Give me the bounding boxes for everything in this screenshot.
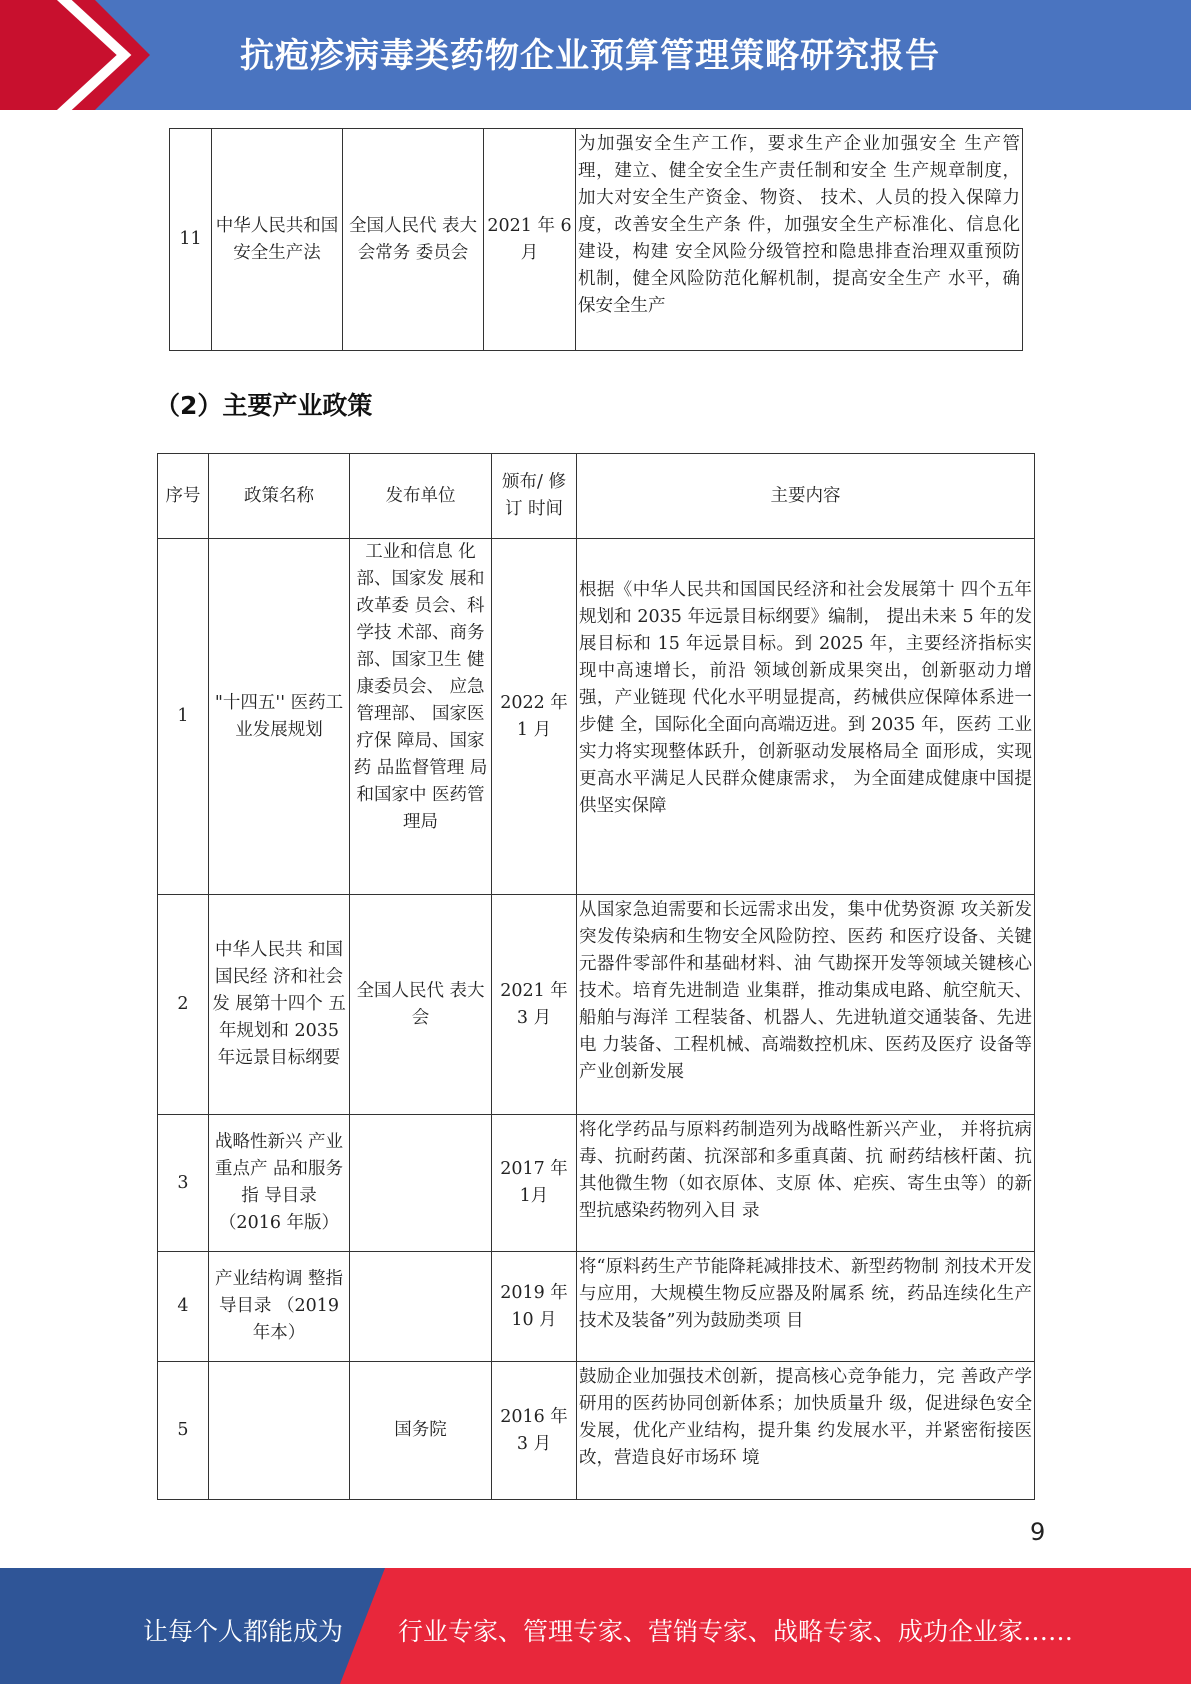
issue-date: 2017 年 1月 <box>492 1115 577 1252</box>
table-row <box>158 539 1035 895</box>
table-header-row <box>158 454 1035 539</box>
row-number: 11 <box>170 129 212 351</box>
section-heading: （2）主要产业政策 <box>155 391 373 420</box>
issuer: 全国人民代 表大会 <box>350 895 492 1115</box>
industry-policy-table <box>157 453 1035 1500</box>
table-row <box>158 1252 1035 1362</box>
page-footer <box>0 1568 1191 1684</box>
issuer: 国务院 <box>350 1362 492 1500</box>
row-number: 2 <box>158 895 209 1115</box>
policy-name: 战略性新兴 产业重点产 品和服务指 导目录（2016 年版） <box>209 1115 350 1252</box>
table-row <box>158 895 1035 1115</box>
legal-policy-table-continued <box>169 128 1023 351</box>
main-content: 为加强安全生产工作，要求生产企业加强安全 生产管理，建立、健全安全生产责任制和安全 生产规章制度，加大对安全生产资金、物资、 技术、人员的投入保障力度，改善安全生产条 件，加强安全生产标准化、信息化建设，构建 安全风险分级管控和隐患排查治理双重预防 机制，健全风险防范化解机制，提高安全生产 水平，确保安全生产 <box>576 129 1023 351</box>
main-content: 根据《中华人民共和国国民经济和社会发展第十 四个五年规划和 2035 年远景目标纲要》编制， 提出未来 5 年的发展目标和 15 年远景目标。到 2025 年，主要经济指标实现中高速增长，前沿 领域创新成果突出，创新驱动力增强，产业链现 代化水平明显提高，药械供应保障体系进一步健 全，国际化全面向高端迈进。到 2035 年，医药 工业实力将实现整体跃升，创新驱动发展格局全 面形成，实现更高水平满足人民群众健康需求， 为全面建成健康中国提供坚实保障 <box>577 539 1035 895</box>
table-row <box>170 129 1023 351</box>
policy-name: 产业结构调 整指导目录 （2019 年本） <box>209 1252 350 1362</box>
main-content: 从国家急迫需要和长远需求出发，集中优势资源 攻关新发突发传染病和生物安全风险防控、医药 和医疗设备、关键元器件零部件和基础材料、油 气勘探开发等领域关键核心技术。培育先进制造 业集群，推动集成电路、航空航天、船舶与海洋 工程装备、机器人、先进轨道交通装备、先进电 力装备、工程机械、高端数控机床、医药及医疗 设备等产业创新发展 <box>577 895 1035 1115</box>
issue-date: 2021 年 3 月 <box>492 895 577 1115</box>
row-number: 1 <box>158 539 209 895</box>
issue-date: 2022 年 1 月 <box>492 539 577 895</box>
footer-slogan-left: 让每个人都能成为 <box>143 1617 344 1646</box>
footer-slogan-right: 行业专家、管理专家、营销专家、战略专家、成功企业家…… <box>398 1617 1074 1646</box>
row-number: 4 <box>158 1252 209 1362</box>
issuer <box>350 1115 492 1252</box>
header-no: 序号 <box>158 454 209 539</box>
page-header <box>0 0 1191 110</box>
table-row <box>158 1362 1035 1500</box>
row-number: 3 <box>158 1115 209 1252</box>
main-content: 鼓励企业加强技术创新，提高核心竞争能力，完 善政产学研用的医药协同创新体系；加快质量升 级，促进绿色安全发展，优化产业结构，提升集 约发展水平，并紧密衔接医改，营造良好市场环 境 <box>577 1362 1035 1500</box>
policy-name: 中华人民共 和国国民经 济和社会发 展第十四个 五年规划和 2035 年远景目标纲要 <box>209 895 350 1115</box>
main-content: 将化学药品与原料药制造列为战略性新兴产业， 并将抗病毒、抗耐药菌、抗深部和多重真菌、抗 耐药结核杆菌、抗其他微生物（如衣原体、支原 体、疟疾、寄生虫等）的新型抗感染药物列入目 录 <box>577 1115 1035 1252</box>
issue-date: 2016 年 3 月 <box>492 1362 577 1500</box>
header-date: 颁布/ 修订 时间 <box>492 454 577 539</box>
issuer <box>350 1252 492 1362</box>
header-name: 政策名称 <box>209 454 350 539</box>
issuer: 工业和信息 化部、国家发 展和改革委 员会、科学技 术部、商务 部、国家卫生 健康委员会、 应急管理部、 国家医疗保 障局、国家药 品监督管理 局和国家中 医药管理局 <box>350 539 492 895</box>
header-arrow-decoration <box>0 0 150 110</box>
report-title: 抗疱疹病毒类药物企业预算管理策略研究报告 <box>240 36 940 76</box>
issuer: 全国人民代 表大会常务 委员会 <box>343 129 484 351</box>
row-number: 5 <box>158 1362 209 1500</box>
policy-name: 中华人民共和国安全生产法 <box>212 129 343 351</box>
policy-name <box>209 1362 350 1500</box>
main-content: 将“原料药生产节能降耗减排技术、新型药物制 剂技术开发与应用，大规模生物反应器及附属系 统，药品连续化生产技术及装备”列为鼓励类项 目 <box>577 1252 1035 1362</box>
page-number: 9 <box>1030 1518 1046 1546</box>
policy-name: "十四五'' 医药工业发展规划 <box>209 539 350 895</box>
header-issuer: 发布单位 <box>350 454 492 539</box>
issue-date: 2019 年 10 月 <box>492 1252 577 1362</box>
header-content: 主要内容 <box>577 454 1035 539</box>
table-row <box>158 1115 1035 1252</box>
issue-date: 2021 年 6月 <box>484 129 576 351</box>
